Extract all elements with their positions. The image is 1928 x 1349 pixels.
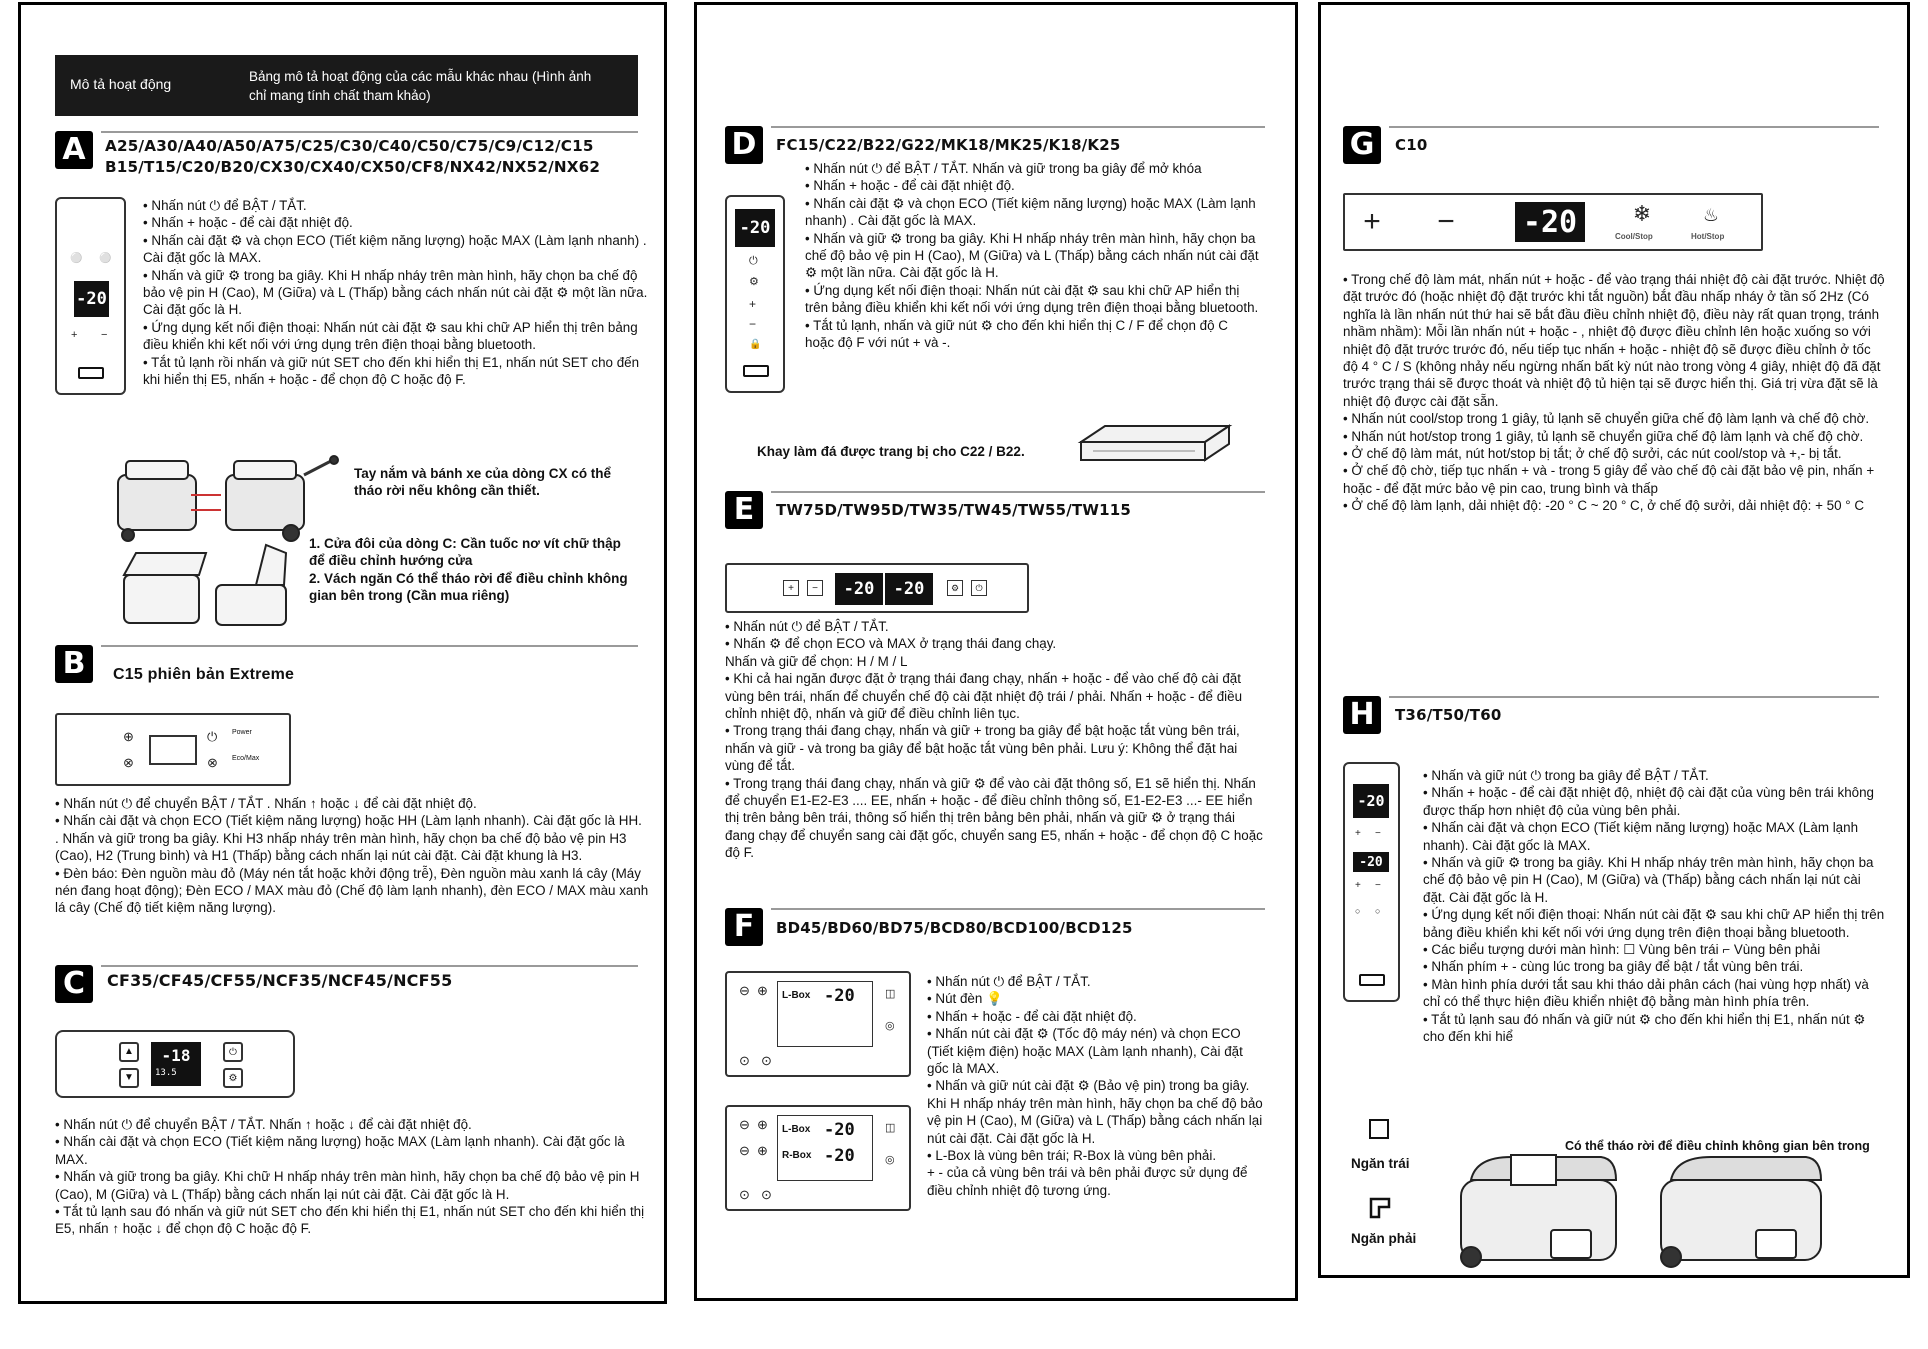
text-line: • Tắt tủ lạnh sau đó nhấn và giữ nút ⚙ cho đến khi hiển thị E1, nhấn nút ⚙ cho đến khi hiể: [1423, 1011, 1866, 1045]
heater-icon: ♨: [1702, 204, 1720, 225]
section-c-badge: C: [55, 965, 93, 1003]
section-b-control-panel: [55, 713, 291, 786]
section-b-title: C15 phiên bản Extreme: [113, 666, 295, 683]
removable-note: Có thể tháo rời để điều chỉnh không gian bên trong: [1565, 1139, 1870, 1153]
door-note-2: 2. Vách ngăn Có thể tháo rời để điều chỉnh không gian bên trong (Cần mua riêng): [309, 571, 628, 603]
text-line: • Nhấn và giữ nút cài đặt ⚙ (Bảo vệ pin) trong ba giây. Khi H nhấp nháy trên màn hình, hãy chọn ba chế độ bảo vệ pin H (Cao), M (Giữa) và L (Thấp) bằng cách nhấn lại nút cài đặt. Cài đặt gốc là H.: [927, 1078, 1263, 1146]
power-icon: ⚪: [70, 253, 83, 264]
power-label: Power: [232, 729, 252, 736]
section-f-text: [927, 973, 1267, 1199]
button-icon: ◎: [885, 1154, 895, 1166]
text-line: Nhấn và giữ để chọn: H / M / L: [725, 653, 908, 669]
power-button: ⏻: [207, 729, 218, 744]
text-line: • Ở chế độ chờ, tiếp tục nhấn + và - trong 5 giây để vào chế độ cài đặt bảo vệ pin, nhấn + hoặc - để đặt mức bảo vệ pin cao, trung bình và thấp: [1343, 463, 1875, 496]
lcd-display: [149, 735, 197, 765]
settings-icon: ⊙: [761, 1187, 772, 1202]
text-line: • Các biểu tượng dưới màn hình: ☐ Vùng bên trái ⌐ Vùng bên phải: [1423, 942, 1821, 958]
text-line: • Nhấn nút ⏻ để BẬT / TẮT. Nhấn và giữ trong ba giây để mở khóa: [805, 161, 1202, 176]
cool-stop-label: Cool/Stop: [1615, 232, 1653, 241]
lcd-bottom: -20: [1353, 852, 1389, 872]
text-line: • Nhấn + hoặc - để cài đặt nhiệt độ.: [927, 1008, 1137, 1024]
text-line: • Nhấn nút ⏻ để BẬT / TẮT.: [725, 619, 889, 634]
battery-icon: [78, 367, 104, 379]
lcd-display: -20: [735, 209, 775, 247]
lcd-left: -20: [835, 573, 883, 605]
plus-icon: +: [749, 297, 757, 311]
text-line: • Khi cả hai ngăn được đặt ở trạng thái đang chạy, nhấn + hoặc - để vào chế độ cài đặt vùng bên trái, nhấn để chuyển chế độ cài đặt nhiệt độ trái / phải. Nhấn + hoặc - để điều chỉnh nhiệt độ, nhấn và giữ để điều chỉnh liên tục.: [725, 671, 1243, 722]
snowflake-icon: ❄: [1632, 201, 1652, 226]
down-button: ▼: [119, 1068, 139, 1088]
divider: [1389, 126, 1879, 128]
lcd-temp: -20: [824, 1120, 855, 1140]
light-icon: ◫: [885, 1122, 896, 1134]
section-e-badge: E: [725, 491, 763, 529]
section-c-control-panel: [55, 1030, 295, 1098]
box-label: L-Box: [782, 1124, 811, 1135]
plus-icon: +: [1355, 828, 1361, 839]
text-line: • Nhấn nút cài đặt ⚙ (Tốc độ máy nén) và chọn ECO (Tiết kiệm điện) hoặc MAX (Làm lạnh nhanh), Cài đặt gốc là MAX.: [927, 1026, 1243, 1077]
text-line: • Ở chế độ làm lạnh, dải nhiệt độ: -20 ° C ~ 20 ° C, ở chế độ sưởi, dải nhiệt độ: + 50 ° C: [1343, 498, 1865, 514]
up-arrow-icon: ⊕: [123, 729, 134, 744]
text-line: • Nhấn nút ⏻ để chuyển BẬT / TẮT . Nhấn ↑ hoặc ↓ để cài đặt nhiệt độ.: [55, 796, 477, 811]
text-line: • Ứng dụng kết nối điện thoại: Nhấn nút cài đặt ⚙ sau khi chữ AP hiển thị trên bảng điều khiển khi kết nối với ứng dụng trên điện thoại bằng bluetooth.: [1423, 907, 1885, 940]
settings-icon: ⚙: [749, 276, 759, 288]
divider: [101, 645, 638, 647]
section-a-title-2: B15/T15/C20/B20/CX30/CX40/CX50/CF8/NX42/NX52/NX62: [105, 158, 601, 176]
section-f-badge: F: [725, 908, 763, 946]
power-icon: ⏻: [749, 255, 758, 267]
right-zone-label: Ngăn phải: [1351, 1231, 1417, 1246]
divider: [771, 908, 1265, 910]
lcd-temp: -20: [824, 986, 855, 1006]
section-f-panel-1: [725, 971, 911, 1077]
header-left-label: Mô tả hoạt động: [70, 76, 172, 92]
battery-icon: [743, 365, 769, 377]
ice-tray-icon: [1075, 420, 1235, 480]
text-line: • Nút đèn 💡: [927, 991, 1003, 1007]
minus-icon: ⊖: [739, 1117, 750, 1132]
plus-icon: +: [71, 329, 78, 341]
divider: [1389, 696, 1879, 698]
section-g-badge: G: [1343, 126, 1381, 164]
settings-icon: ⊙: [761, 1053, 772, 1068]
text-line: • Trong chế độ làm mát, nhấn nút + hoặc - để vào trạng thái nhiệt độ cài đặt trước. Nhiệt độ đặt trước đó (hoặc nhiệt độ đặt trước khi tắt nguồn) bắt đầu nhấp nháy ở tần số 2Hz (Có nghĩa là lần nhấn nút thứ hai sẽ bắt đầu điều chỉnh nhiệt độ, điều này rất quan trọng, tránh nhầm nhầm): Mỗi lần nhấn nút + hoặc - , nhiệt độ được điều chỉnh lên hoặc xuống so với nhiệt độ đặt trước trước đó, nếu tiếp tục nhấn + hoặc - nhiệt độ sẽ được điều chỉnh ở tốc độ 4 ° C / S (không nhảy nếu ngừng nhấn bất kỳ nút nào trong vòng 4 giây, nhiệt độ đã đặt trước trạng thái sẽ được thoát và nhiệt độ tủ hiện tại sẽ được hiển thị. Giá trị vừa đặt sẽ là nhiệt độ được cài đặt sẵn.: [1343, 272, 1885, 409]
left-zone-label: Ngăn trái: [1351, 1156, 1410, 1171]
section-a-control-panel: [55, 197, 126, 395]
minus-icon: −: [101, 329, 108, 341]
text-line: . Nhấn và giữ trong ba giây. Khi H3 nhấp nháy trên màn hình, hãy chọn ba chế độ bảo vệ pin H3 (Cao), H2 (Trung bình) và H1 (Thấp) bằng cách nhấn lại nút cài đặt. Cài đặt khung là H3.: [55, 830, 627, 864]
plus-button: +: [1363, 205, 1381, 238]
plus-icon: ⊕: [757, 1143, 768, 1158]
text-line: • Ứng dụng kết nối điện thoại: Nhấn nút cài đặt ⚙ sau khi chữ AP hiển thị trên bảng điều khiển khi kết nối với ứng dụng trên điện thoại bằng bluetooth.: [805, 282, 1259, 316]
section-f-title: BD45/BD60/BD75/BCD80/BCD100/BCD125: [776, 919, 1133, 937]
section-a-badge: A: [55, 131, 93, 169]
text-line: • Nhấn nút ⏻ để chuyển BẬT / TẮT. Nhấn ↑ hoặc ↓ để cài đặt nhiệt độ.: [55, 1117, 472, 1132]
section-h-text: [1423, 767, 1885, 1046]
down-arrow-icon: ⊗: [123, 755, 134, 770]
button-icon: ◎: [885, 1020, 895, 1032]
section-h-control-panel: [1343, 762, 1400, 1002]
box-label: L-Box: [782, 990, 811, 1001]
light-icon: ◫: [885, 988, 896, 1000]
left-zone-icon: [1369, 1119, 1389, 1139]
panel-left: [18, 2, 667, 1304]
section-a-text: [143, 197, 648, 388]
section-h-title: T36/T50/T60: [1395, 706, 1502, 724]
plus-icon: +: [1355, 880, 1361, 891]
up-button: ▲: [119, 1042, 139, 1062]
lcd-display: [151, 1042, 201, 1086]
divider: [101, 965, 638, 967]
text-line: • Tắt tủ lạnh, nhấn và giữ nút ⚙ cho đến khi hiển thị C / F để chọn độ C hoặc độ F với nút + và -.: [805, 317, 1228, 351]
section-e-control-panel: [725, 563, 1029, 613]
lcd-top: -20: [1353, 784, 1389, 818]
lcd-display: -20: [74, 281, 109, 317]
text-line: • Nhấn và giữ ⚙ trong ba giây. Khi H nhấp nháy trên màn hình, hãy chọn ba chế độ bảo vệ pin H (Cao), M (Giữa) và L (Thấp) bằng cách nhấn nút cài đặt ⚙ một lần nữa. Cài đặt gốc là H.: [805, 230, 1259, 281]
text-line: • Nhấn và giữ nút ⏻ trong ba giây để BẬT / TẮT.: [1423, 768, 1709, 783]
minus-button: −: [807, 580, 823, 596]
text-line: • Nhấn + hoặc - để cài đặt nhiệt độ, nhiệt độ cài đặt của vùng bên trái không được thấp hơn nhiệt độ của vùng bên phải.: [1423, 785, 1874, 818]
section-d-title: FC15/C22/B22/G22/MK18/MK25/K18/K25: [776, 136, 1121, 154]
text-line: • Nhấn nút ⏻ để BẬT / TẮT.: [143, 198, 307, 213]
lcd-right: -20: [885, 573, 933, 605]
text-line: • Nhấn nút hot/stop trong 1 giây, tủ lạnh sẽ chuyển giữa chế độ làm lạnh và chế độ chờ.: [1343, 428, 1864, 444]
divider: [771, 491, 1265, 493]
section-h-badge: H: [1343, 696, 1381, 734]
lcd-display: -20: [1515, 202, 1585, 242]
text-line: • Nhấn và giữ ⚙ trong ba giây. Khi H nhấp nháy trên màn hình, hãy chọn ba chế độ bảo vệ pin H (Cao), M (Giữa) và (Thấp) bằng cách nhấn lại nút cài đặt. Cài đặt gốc là H.: [1423, 855, 1874, 905]
power-button: ⏻: [223, 1042, 243, 1062]
text-line: • Trong trạng thái đang chạy, nhấn và giữ ⚙ để vào cài đặt thông số, E1 sẽ hiển thị. Nhấn để chuyển E1-E2-E3 .... EE, nhấn + hoặc - để điều chỉnh thông số, E1-E2-E3 ...- EE hiển thị trên bảng bên trái, thông số hiển thị trên bảng bên phải, nhấn và giữ ⚙ ở trạng thái đang chạy để chuyển sang cài đặt gốc, chuyển sang E5, nhấn + hoặc - để chọn độ C hoặc độ F.: [725, 775, 1263, 861]
text-line: • Trong trạng thái đang chạy, nhấn và giữ + trong ba giây để bật hoặc tắt vùng bên trái, nhấn và giữ - và trong ba giây để bật hoặc tắt vùng bên phải. Lưu ý: Không thể đặt hai vùng để tắt.: [725, 723, 1240, 774]
battery-icon: [1359, 974, 1385, 986]
text-line: • Tắt tủ lạnh sau đó nhấn và giữ nút SET cho đến khi hiển thị E1, nhấn nút SET cho đến khi hiển thị E5, nhấn ↑ hoặc ↓ để chọn độ C hoặc độ F.: [55, 1204, 645, 1237]
header-right-label: Bảng mô tả hoạt động của các mẫu khác nhau (Hình ảnh chỉ mang tính chất tham khảo): [249, 69, 592, 103]
settings-icon: ⚪: [99, 253, 112, 264]
text-line: • Nhấn cài đặt và chọn ECO (Tiết kiệm năng lượng) hoặc MAX (Làm lạnh nhanh). Cài đặt gốc là MAX.: [55, 1134, 625, 1167]
text-line: • Nhấn cài đặt ⚙ và chọn ECO (Tiết kiệm năng lượng) hoặc MAX (Làm lạnh nhanh) . Cài đặt gốc là MAX.: [805, 195, 1256, 229]
divider: [771, 126, 1265, 128]
text-line: • Nhấn cài đặt và chọn ECO (Tiết kiệm năng lượng) hoặc MAX (Làm lạnh nhanh). Cài đặt gốc là MAX.: [1423, 820, 1859, 853]
text-line: • Nhấn + hoặc - để cài đặt nhiệt độ.: [143, 215, 353, 231]
plus-icon: ⊕: [757, 1117, 768, 1132]
lcd-temp: -20: [824, 1146, 855, 1166]
minus-icon: −: [1375, 880, 1381, 891]
text-line: • Nhấn + hoặc - để cài đặt nhiệt độ.: [805, 178, 1015, 194]
minus-button: −: [1437, 205, 1455, 238]
section-b-text: [55, 795, 653, 917]
settings-button: ⚙: [223, 1068, 243, 1088]
text-line: + - của cả vùng bên trái và bên phải được sử dụng để điều chỉnh nhiệt độ tương ứng.: [927, 1165, 1248, 1198]
text-line: • Ở chế độ làm mát, nút hot/stop bị tắt; ở chế độ sưởi, các nút cool/stop và +,- bị tắt.: [1343, 446, 1842, 462]
minus-icon: −: [749, 317, 757, 331]
plus-icon: ⊕: [757, 983, 768, 998]
box-label: R-Box: [782, 1150, 812, 1161]
lcd-screen: [777, 1115, 873, 1181]
divider: [101, 131, 638, 133]
section-g-text: [1343, 271, 1888, 515]
power-icon: ⊙: [739, 1053, 750, 1068]
section-e-title: TW75D/TW95D/TW35/TW45/TW55/TW115: [776, 501, 1132, 519]
section-c-text: [55, 1116, 653, 1238]
text-line: • Tắt tủ lạnh rồi nhấn và giữ nút SET cho đến khi hiển thị E1, nhấn nút SET cho đến khi hiển thị E5, nhấn + hoặc - để chọn độ C hoặc độ F.: [143, 354, 640, 388]
header-bar: [55, 55, 638, 116]
power-button: ⏻: [971, 580, 987, 596]
section-a-title-1: A25/A30/A40/A50/A75/C25/C30/C40/C50/C75/C9/C12/C15: [105, 137, 594, 155]
minus-icon: ⊖: [739, 983, 750, 998]
settings-button: ⚙: [947, 580, 963, 596]
minus-icon: −: [1375, 828, 1381, 839]
section-f-panel-2: [725, 1105, 911, 1211]
text-line: • Đèn báo: Đèn nguồn màu đỏ (Máy nén tắt hoặc khởi động trễ), Đèn nguồn màu xanh lá cây (Máy nén đang hoạt động); Đèn ECO / MAX màu đỏ (Chế độ làm lạnh nhanh), đèn ECO / MAX màu xanh lá cây (Chế độ tiết kiệm năng lượng).: [55, 865, 649, 916]
section-b-badge: B: [55, 645, 93, 683]
section-c-title: CF35/CF45/CF55/NCF35/NCF45/NCF55: [107, 971, 453, 990]
power-icon: ⊙: [739, 1187, 750, 1202]
section-d-badge: D: [725, 126, 763, 164]
handle-note: Tay nắm và bánh xe của dòng CX có thể tháo rời nếu không cần thiết.: [354, 466, 612, 498]
ice-tray-note: Khay làm đá được trang bị cho C22 / B22.: [757, 444, 1025, 459]
text-line: • Nhấn phím + - cùng lúc trong ba giây để bật / tắt vùng bên trái.: [1423, 959, 1804, 975]
power-icon: ○: [1355, 906, 1361, 916]
minus-icon: ⊖: [739, 1143, 750, 1158]
section-g-control-panel: [1343, 193, 1763, 251]
panel-middle: [694, 2, 1298, 1301]
settings-icon: ○: [1375, 906, 1381, 916]
section-d-text: [805, 160, 1260, 351]
text-line: • Nhấn cài đặt và chọn ECO (Tiết kiệm năng lượng) hoặc HH (Làm lạnh nhanh). Cài đặt gốc là HH.: [55, 813, 642, 829]
text-line: • Nhấn ⚙ để chọn ECO và MAX ở trạng thái đang chạy.: [725, 636, 1057, 652]
text-line: • L-Box là vùng bên trái; R-Box là vùng bên phải.: [927, 1148, 1217, 1164]
right-zone-icon: [1369, 1197, 1391, 1219]
text-line: • Nhấn nút ⏻ để BẬT / TẮT.: [927, 974, 1091, 989]
plus-button: +: [783, 580, 799, 596]
text-line: • Nhấn cài đặt ⚙ và chọn ECO (Tiết kiệm năng lượng) hoặc MAX (Làm lạnh nhanh) . Cài đặt gốc là MAX.: [143, 232, 647, 266]
section-e-text: [725, 618, 1265, 862]
lcd-temp: -18: [155, 1044, 197, 1066]
text-line: • Nhấn và giữ ⚙ trong ba giây. Khi H nhấp nháy trên màn hình, hãy chọn ba chế độ bảo vệ pin H (Cao), M (Giữa) và L (Thấp) bằng cách nhấn nút cài đặt ⚙ một lần nữa. Cài đặt gốc là H.: [143, 267, 648, 318]
lock-icon: 🔒: [749, 339, 762, 350]
text-line: • Màn hình phía dưới tắt sau khi tháo dải phân cách (hai vùng hợp nhất) và chỉ có thể thực hiện điều khiển nhiệt độ bằng màn hình phía trên.: [1423, 976, 1869, 1010]
text-line: • Nhấn nút cool/stop trong 1 giây, tủ lạnh sẽ chuyển giữa chế độ làm lạnh và chế độ chờ.: [1343, 411, 1870, 427]
cooler-illustration: [1451, 1145, 1871, 1275]
lcd-voltage: 13.5: [155, 1068, 177, 1078]
text-line: • Nhấn và giữ trong ba giây. Khi chữ H nhấp nháy trên màn hình, hãy chọn ba chế độ bảo vệ pin H (Cao), M (Giữa) và L (Thấp) bằng cách nhấn lại nút cài đặt. Cài đặt gốc là H.: [55, 1169, 640, 1202]
section-g-title: C10: [1395, 136, 1428, 154]
section-d-control-panel: [725, 195, 785, 393]
text-line: • Ứng dụng kết nối điện thoại: Nhấn nút cài đặt ⚙ sau khi chữ AP hiển thị trên bảng điều khiển khi kết nối với ứng dụng trên điện thoại bằng bluetooth.: [143, 319, 638, 353]
hot-stop-label: Hot/Stop: [1691, 232, 1725, 241]
ecomax-label: Eco/Max: [232, 755, 260, 762]
settings-button: ⊗: [207, 755, 218, 770]
lcd-screen: [777, 981, 873, 1047]
panel-right: [1318, 2, 1910, 1278]
door-note-1: 1. Cửa đôi của dòng C: Cần tuốc nơ vít chữ thập để điều chỉnh hướng cửa: [309, 536, 621, 568]
